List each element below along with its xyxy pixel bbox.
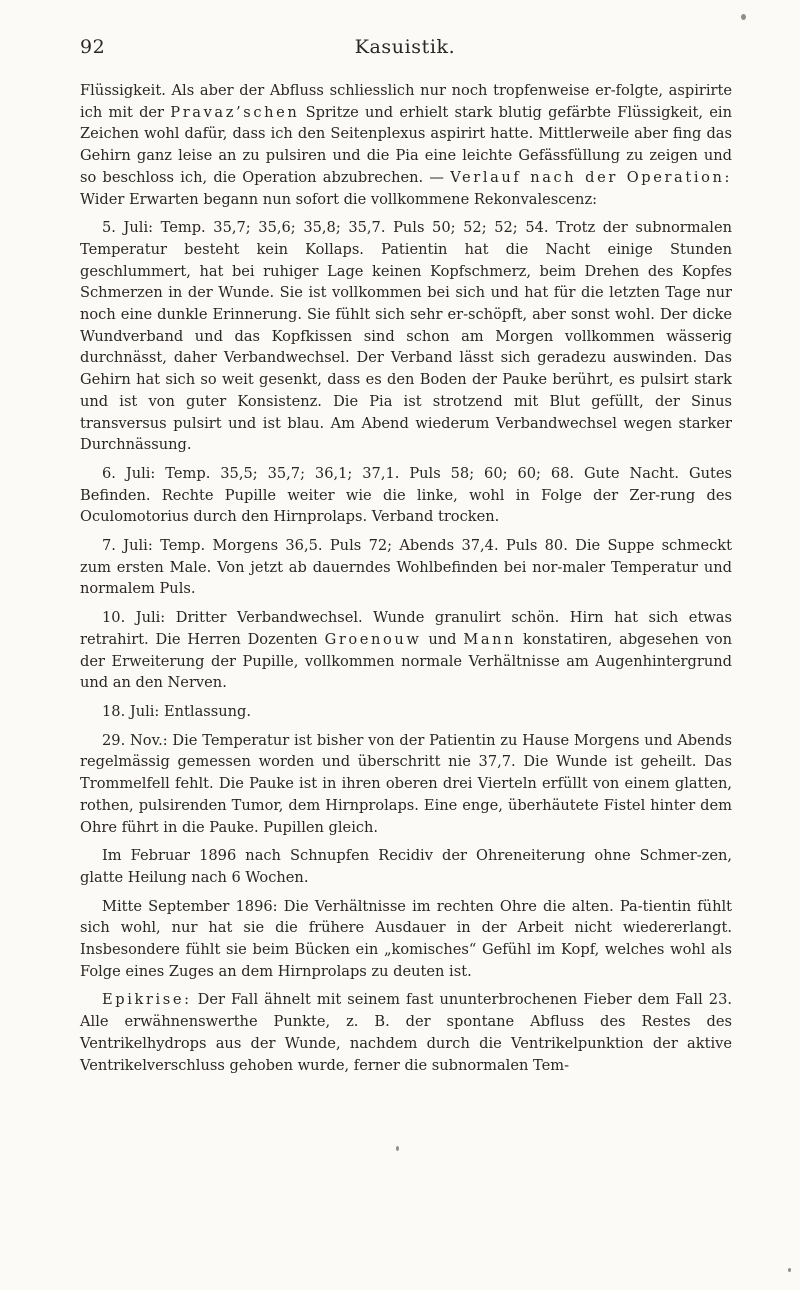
text-run: und <box>421 630 464 648</box>
text-run: 18. Juli: Entlassung. <box>102 702 252 720</box>
paragraph <box>80 80 732 210</box>
paragraph <box>80 607 732 694</box>
text-run: Mitte September 1896: Die Verhältnisse im rechten Ohre die alten. Pa-tientin fühlt sich wohl, nur hat sie die frühere Ausdauer in der Arbeit nicht wiedererlangt. Insbesondere fühlt sie beim Bücken ein „komisches“ Gefühl im Kopf, welches wohl als Folge eines Zuges an dem Hirnprolaps zu deuten ist. <box>80 897 732 980</box>
paragraph <box>80 463 732 528</box>
spaced-emphasis: Mann <box>463 630 517 648</box>
text-run: Spritze und erhielt stark blutig gefärbte Flüssigkeit, ein Zeichen wohl dafür, dass ich den Seitenplexus aspirirt hatte. Mittlerweile aber fing das Gehirn ganz leise an zu pulsiren und die Pia eine leichte Gefässfüllung zu zeigen und so beschloss ich, die Operation abzubrechen. — <box>80 103 732 186</box>
paragraph <box>80 896 732 983</box>
paragraph <box>80 989 732 1076</box>
text-run: Wider Erwarten begann nun sofort die vollkommene Rekonvalescenz: <box>80 190 598 208</box>
text-run: Flüssigkeit. Als aber der Abfluss schliesslich nur noch tropfenweise er-folgte, aspirirte ich mit der <box>80 82 732 121</box>
text-run: 10. Juli: Dritter Verbandwechsel. Wunde granulirt schön. Hirn hat sich etwas retrahirt. Die Herren Dozenten <box>80 609 732 648</box>
paragraph <box>80 730 732 839</box>
text-run: 29. Nov.: Die Temperatur ist bisher von der Patientin zu Hause Morgens und Abends regelmässig gemessen worden und überschritt nie 37,7. Die Wunde ist geheilt. Das Trommelfell fehlt. Die Pauke ist in ihren oberen drei Vierteln erfüllt von einem glatten, rothen, pulsirenden Tumor, dem Hirnprolaps. Eine enge, überhäutete Fistel hinter dem Ohre führt in die Pauke. Pupillen gleich. <box>80 731 732 836</box>
spaced-emphasis: Epikrise: <box>102 991 192 1009</box>
running-title: Kasuistik. <box>354 36 456 58</box>
print-speck <box>741 14 746 20</box>
text-run: 5. Juli: Temp. 35,7; 35,6; 35,8; 35,7. Puls 50; 52; 52; 54. Trotz der subnormalen Temperatur besteht kein Kollaps. Patientin hat die Nacht einige Stunden geschlummert, hat bei ruhiger Lage keinen Kopfschmerz, beim Drehen des Kopfes Schmerzen in der Wunde. Sie ist vollkommen bei sich und hat für die letzten Tage nur noch eine dunkle Erinnerung. Sie fühlt sich sehr er-schöpft, aber sonst wohl. Der dicke Wundverband und das Kopfkissen sind schon am Morgen vollkommen wässerig durchnässt, daher Verbandwechsel. Der Verband lässt sich geradezu auswinden. Das Gehirn hat sich so weit gesenkt, dass es den Boden der Pauke berührt, es pulsirt stark und ist von guter Konsistenz. Die Pia ist strotzend mit Blut gefüllt, der Sinus transversus pulsirt und ist blau. Am Abend wiederum Verbandwechsel wegen starker Durchnässung. <box>80 219 732 454</box>
text-run: 6. Juli: Temp. 35,5; 35,7; 36,1; 37,1. Puls 58; 60; 60; 68. Gute Nacht. Gutes Befinden. Rechte Pupille weiter wie die linke, wohl in Folge der Zer-rung des Oculomotorius durch den Hirnprolaps. Verband trocken. <box>80 464 732 526</box>
text-run: Der Fall ähnelt mit seinem fast ununterbrochenen Fieber dem Fall 23. Alle erwähnenswerthe Punkte, z. B. der spontane Abfluss des Restes des Ventrikelhydrops aus der Wunde, nachdem durch die Ventrikelpunktion der aktive Ventrikelverschluss gehoben wurde, ferner die subnormalen Tem- <box>80 991 732 1074</box>
spaced-emphasis: Groenouw <box>324 630 422 648</box>
page-number: 92 <box>80 36 106 58</box>
body-text <box>80 80 732 1083</box>
paragraph <box>80 217 732 456</box>
text-run: 7. Juli: Temp. Morgens 36,5. Puls 72; Abends 37,4. Puls 80. Die Suppe schmeckt zum ersten Male. Von jetzt ab dauerndes Wohlbefinden bei nor-maler Temperatur und normalem Puls. <box>80 537 732 598</box>
text-run: Im Februar 1896 nach Schnupfen Recidiv der Ohreneiterung ohne Schmer-zen, glatte Heilung nach 6 Wochen. <box>80 847 732 886</box>
paragraph <box>80 701 732 723</box>
page-header <box>80 36 730 62</box>
print-speck <box>788 1268 791 1272</box>
print-speck <box>396 1146 399 1151</box>
spaced-emphasis: Verlauf nach der Operation: <box>450 168 732 186</box>
paragraph <box>80 535 732 600</box>
text-run: konstatiren, abgesehen von der Erweiterung der Pupille, vollkommen normale Verhältnisse am Augenhintergrund und an den Nerven. <box>80 630 733 692</box>
spaced-emphasis: Pravaz’schen <box>170 103 300 121</box>
paragraph <box>80 845 732 888</box>
